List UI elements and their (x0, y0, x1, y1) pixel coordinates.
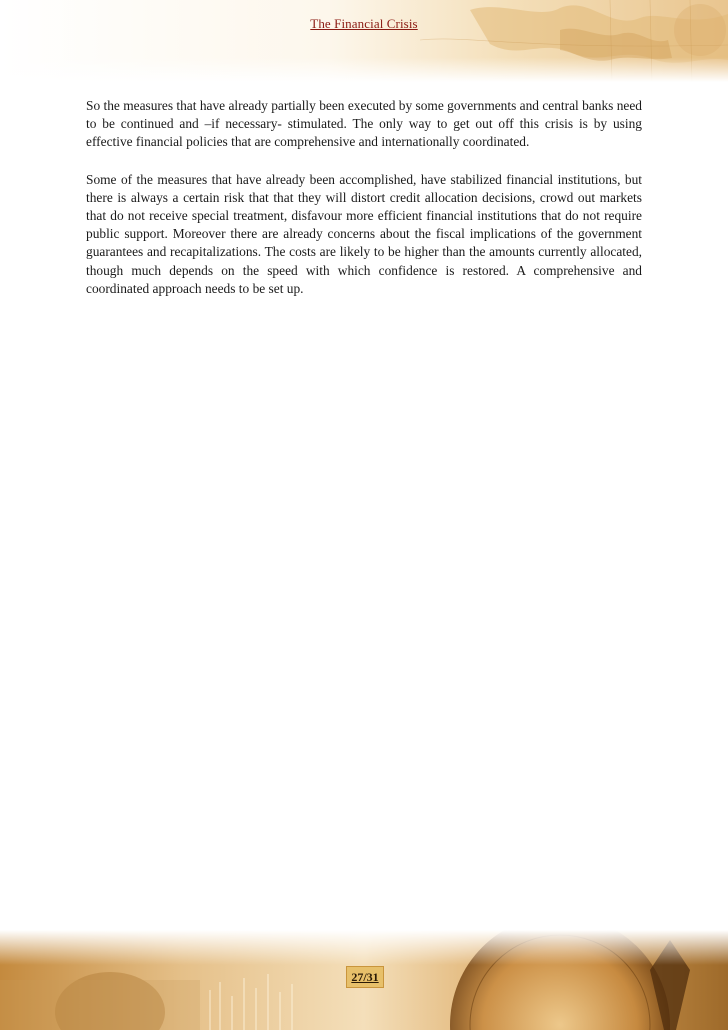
paragraph-1: So the measures that have already partially been executed by some governments and central banks need to be continued and –if necessary- stimulated. The only way to get out off this crisis is by using effective financial policies that are comprehensive and internationally coordinated. (86, 98, 642, 150)
page-number-badge: 27/31 (346, 966, 384, 988)
document-title: The Financial Crisis (310, 16, 418, 31)
header-decoration (0, 0, 728, 82)
paragraph-2: Some of the measures that have already been accomplished, have stabilized financial institutions, but there is always a certain risk that that they will distort credit allocation decisions, crowd out markets that do not receive special treatment, disfavour more efficient financial institutions that do not require public support. Moreover there are already concerns about the fiscal implications of the government guarantees and recapitalizations. The costs are likely to be higher than the amounts currently allocated, though much depends on the speed with which confidence is restored. A comprehensive and coordinated approach needs to be set up. (86, 171, 642, 296)
document-body (86, 97, 642, 317)
